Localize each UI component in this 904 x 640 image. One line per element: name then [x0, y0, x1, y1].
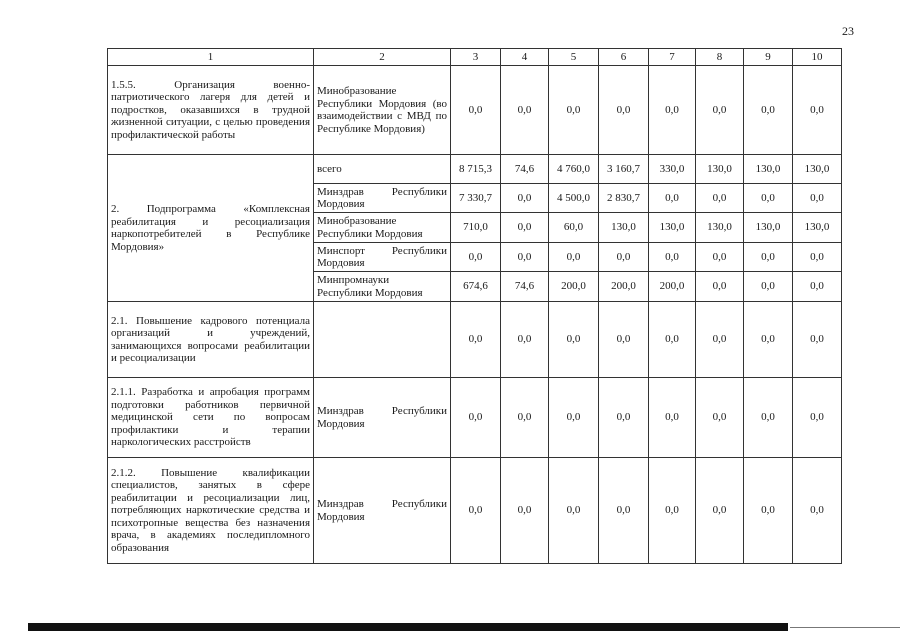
- value-cell: 4 500,0: [549, 184, 599, 213]
- value-cell: 0,0: [696, 243, 744, 272]
- value-cell: 0,0: [549, 243, 599, 272]
- value-cell: 0,0: [599, 458, 649, 564]
- page-number: 23: [842, 24, 854, 38]
- value-cell: 0,0: [451, 378, 501, 458]
- value-cell: 130,0: [696, 213, 744, 243]
- value-cell: 0,0: [696, 66, 744, 155]
- scan-edge-bar: [28, 623, 788, 631]
- value-cell: 74,6: [501, 272, 549, 302]
- column-header: 2: [314, 49, 451, 66]
- value-cell: 0,0: [549, 378, 599, 458]
- table-row: [108, 155, 842, 184]
- value-cell: 0,0: [793, 302, 842, 378]
- value-cell: 130,0: [649, 213, 696, 243]
- executor: Минздрав Республики Мордовия: [314, 458, 451, 564]
- executor: Минобразование Республики Мордовия: [314, 213, 451, 243]
- value-cell: 0,0: [793, 243, 842, 272]
- value-cell: 0,0: [501, 458, 549, 564]
- column-header: 6: [599, 49, 649, 66]
- value-cell: 0,0: [696, 302, 744, 378]
- value-cell: 674,6: [451, 272, 501, 302]
- column-header: 10: [793, 49, 842, 66]
- value-cell: 0,0: [599, 302, 649, 378]
- value-cell: 2 830,7: [599, 184, 649, 213]
- value-cell: 0,0: [696, 272, 744, 302]
- value-cell: 0,0: [793, 378, 842, 458]
- executor: Минздрав Республики Мордовия: [314, 184, 451, 213]
- subprogram-name: 2. Подпрограмма «Комплексная реабилитация и ресоциализация наркопотребителей в Республике Мордовия»: [108, 155, 314, 302]
- column-header: 4: [501, 49, 549, 66]
- value-cell: 0,0: [451, 243, 501, 272]
- value-cell: 0,0: [744, 184, 793, 213]
- value-cell: 0,0: [501, 243, 549, 272]
- value-cell: 0,0: [599, 243, 649, 272]
- value-cell: 0,0: [744, 302, 793, 378]
- value-cell: 0,0: [696, 184, 744, 213]
- value-cell: 0,0: [649, 66, 696, 155]
- value-cell: 0,0: [549, 458, 599, 564]
- table-row: [108, 66, 842, 155]
- value-cell: 130,0: [793, 213, 842, 243]
- table-row: [108, 458, 842, 564]
- value-cell: 200,0: [549, 272, 599, 302]
- value-cell: 130,0: [696, 155, 744, 184]
- value-cell: 0,0: [649, 302, 696, 378]
- value-cell: 0,0: [744, 458, 793, 564]
- value-cell: 0,0: [599, 378, 649, 458]
- executor: [314, 302, 451, 378]
- scan-edge-line: [790, 627, 900, 628]
- value-cell: 0,0: [501, 66, 549, 155]
- value-cell: 200,0: [649, 272, 696, 302]
- value-cell: 0,0: [793, 272, 842, 302]
- value-cell: 0,0: [649, 458, 696, 564]
- value-cell: 0,0: [649, 243, 696, 272]
- value-cell: 0,0: [744, 66, 793, 155]
- column-header: 5: [549, 49, 599, 66]
- value-cell: 130,0: [793, 155, 842, 184]
- column-header: 1: [108, 49, 314, 66]
- value-cell: 0,0: [649, 378, 696, 458]
- executor: Минздрав Республики Мордовия: [314, 378, 451, 458]
- value-cell: 0,0: [696, 378, 744, 458]
- value-cell: 0,0: [501, 378, 549, 458]
- value-cell: 0,0: [501, 302, 549, 378]
- value-cell: 130,0: [744, 213, 793, 243]
- budget-table: [107, 48, 842, 564]
- header-row: [108, 49, 842, 66]
- column-header: 7: [649, 49, 696, 66]
- activity-name: 2.1.1. Разработка и апробация программ подготовки работников первичной медицинской сети по вопросам профилактики и терапии наркологических расстройств: [108, 378, 314, 458]
- value-cell: 0,0: [793, 184, 842, 213]
- value-cell: 0,0: [549, 302, 599, 378]
- value-cell: 0,0: [696, 458, 744, 564]
- column-header: 8: [696, 49, 744, 66]
- value-cell: 0,0: [501, 213, 549, 243]
- executor: всего: [314, 155, 451, 184]
- table-row: [108, 302, 842, 378]
- value-cell: 0,0: [744, 243, 793, 272]
- value-cell: 7 330,7: [451, 184, 501, 213]
- value-cell: 0,0: [549, 66, 599, 155]
- activity-name: 2.1. Повышение кадрового потенциала организаций и учреждений, занимающихся вопросами реабилитации и ресоциализации: [108, 302, 314, 378]
- value-cell: 0,0: [744, 378, 793, 458]
- value-cell: 3 160,7: [599, 155, 649, 184]
- value-cell: 0,0: [649, 184, 696, 213]
- value-cell: 0,0: [744, 272, 793, 302]
- table-row: [108, 378, 842, 458]
- column-header: 3: [451, 49, 501, 66]
- value-cell: 130,0: [744, 155, 793, 184]
- column-header: 9: [744, 49, 793, 66]
- value-cell: 60,0: [549, 213, 599, 243]
- value-cell: 330,0: [649, 155, 696, 184]
- value-cell: 8 715,3: [451, 155, 501, 184]
- value-cell: 74,6: [501, 155, 549, 184]
- value-cell: 130,0: [599, 213, 649, 243]
- value-cell: 710,0: [451, 213, 501, 243]
- value-cell: 0,0: [793, 458, 842, 564]
- value-cell: 4 760,0: [549, 155, 599, 184]
- executor: Минпромнауки Республики Мордовия: [314, 272, 451, 302]
- activity-name: 1.5.5. Организация военно-патриотического лагеря для детей и подростков, оказавшихся в трудной жизненной ситуации, с целью проведения профилактической работы: [108, 66, 314, 155]
- value-cell: 0,0: [501, 184, 549, 213]
- value-cell: 200,0: [599, 272, 649, 302]
- value-cell: 0,0: [451, 66, 501, 155]
- value-cell: 0,0: [451, 302, 501, 378]
- executor: Минобразование Республики Мордовия (во взаимодействии с МВД по Республике Мордовия): [314, 66, 451, 155]
- value-cell: 0,0: [451, 458, 501, 564]
- activity-name: 2.1.2. Повышение квалификации специалистов, занятых в сфере реабилитации и ресоциализации лиц, потребляющих наркотические средства и психотропные вещества без назначения врача, в академиях последипломного образования: [108, 458, 314, 564]
- executor: Минспорт Республики Мордовия: [314, 243, 451, 272]
- value-cell: 0,0: [599, 66, 649, 155]
- value-cell: 0,0: [793, 66, 842, 155]
